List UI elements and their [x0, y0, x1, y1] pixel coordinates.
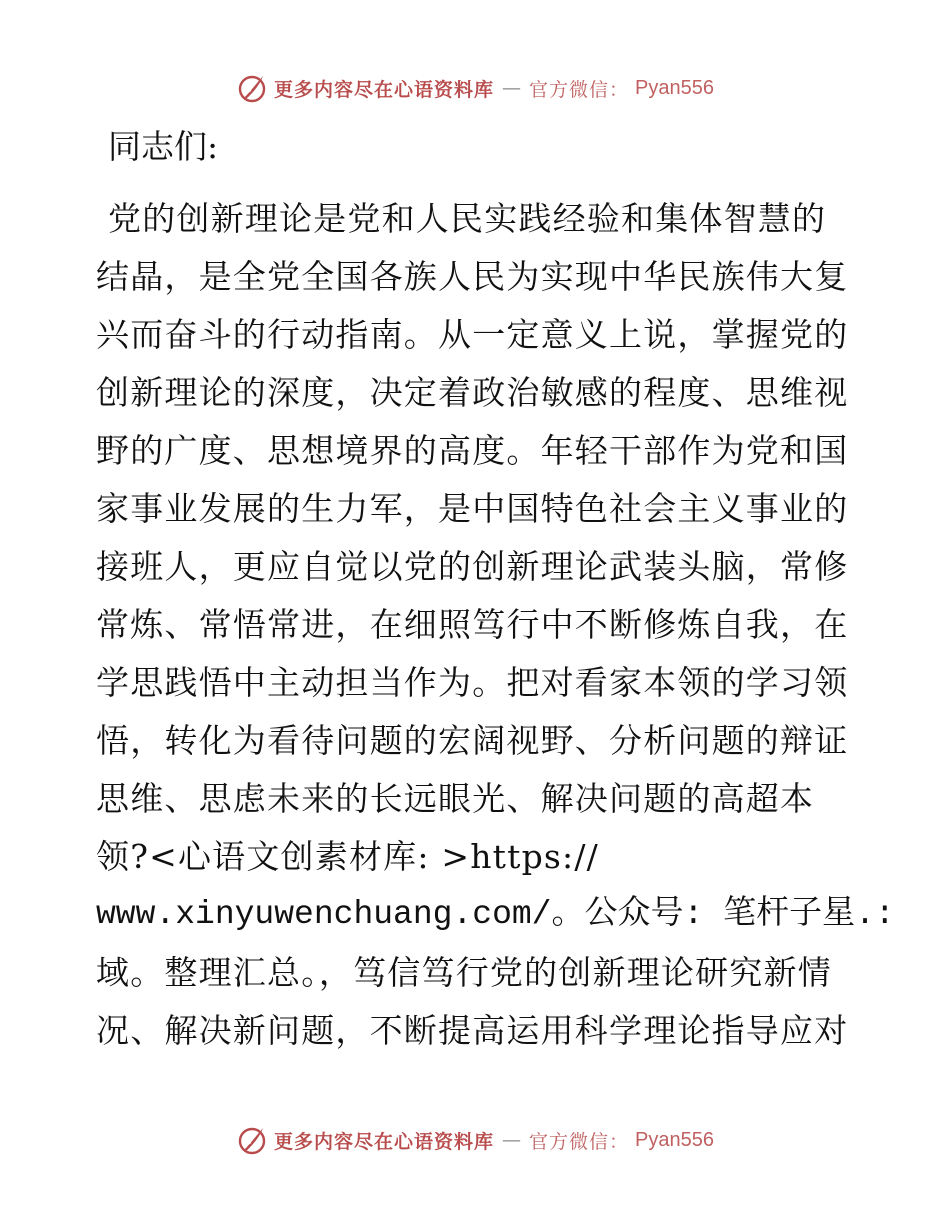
footer-site-text: 更多内容尽在心语资料库 [274, 1130, 495, 1153]
body-line: 野的广度、思想境界的高度。年轻干部作为党和国 [96, 431, 849, 470]
body-line: 学思践悟中主动担当作为。把对看家本领的学习领 [96, 663, 849, 702]
document-body [96, 118, 895, 1060]
footer-banner [0, 1124, 950, 1156]
body-line: 常炼、常悟常进，在细照笃行中不断修炼自我，在 [96, 605, 849, 644]
body-line: 兴而奋斗的行动指南。从一定意义上说，掌握党的 [96, 315, 849, 354]
greeting-text: 同志们: [108, 127, 219, 166]
header-banner [0, 72, 950, 104]
body-line: 创新理论的深度，决定着政治敏感的程度、思维视 [96, 373, 849, 412]
footer-wechat-label: 官方微信： [529, 1130, 630, 1153]
body-line: www.xinyuwenchuang.com/。公众号: 笔杆子星.: [96, 896, 895, 933]
banner-site-text: 更多内容尽在心语资料库 [274, 78, 495, 101]
body-line: 悟，转化为看待问题的宏阔视野、分析问题的辩证 [96, 721, 849, 760]
body-line: 家事业发展的生力军，是中国特色社会主义事业的 [96, 489, 849, 528]
banner-wechat-label: 官方微信： [529, 78, 630, 101]
body-line: 况、解决新问题，不断提高运用科学理论指导应对 [96, 1011, 849, 1050]
body-line: 思维、思虑未来的长远眼光、解决问题的高超本 [96, 779, 815, 818]
banner-separator: — [502, 77, 522, 99]
quill-logo-icon [236, 1124, 268, 1156]
body-line: 接班人，更应自觉以党的创新理论武装头脑，常修 [96, 547, 849, 586]
footer-wechat-id: Pyan556 [635, 1128, 714, 1151]
quill-logo-icon [236, 72, 268, 104]
banner-wechat-id: Pyan556 [635, 76, 714, 99]
footer-separator: — [502, 1129, 522, 1151]
body-line: 领?<心语文创素材库: >https:// [96, 837, 599, 876]
body-line: 域。整理汇总。，笃信笃行党的创新理论研究新情 [96, 953, 832, 992]
body-line: 党的创新理论是党和人民实践经验和集体智慧的 [108, 199, 827, 238]
body-line: 结晶，是全党全国各族人民为实现中华民族伟大复 [96, 257, 849, 296]
